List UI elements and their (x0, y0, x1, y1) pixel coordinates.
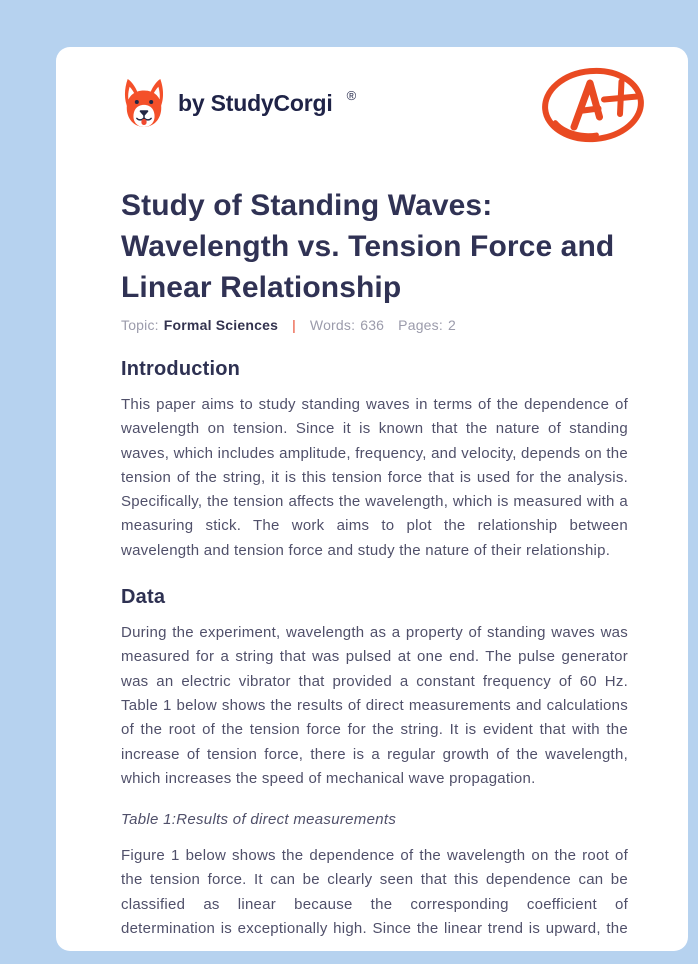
topic-label: Topic: (121, 317, 159, 333)
page-title-line: Wavelength vs. Tension Force and (121, 230, 615, 263)
page-title-line: Linear Relationship (121, 271, 402, 304)
corgi-icon (121, 78, 167, 128)
meta-divider: | (292, 317, 296, 333)
essay-content (56, 47, 688, 941)
meta-row (121, 315, 628, 335)
page-title (121, 185, 628, 308)
brand-name: by StudyCorgi (178, 89, 333, 116)
a-plus-grade-icon (540, 66, 646, 144)
section-heading-introduction: Introduction (121, 358, 241, 380)
data-paragraph: During the experiment, wavelength as a property of standing waves was measured for a string that was pulsed at one end. The pulse generator was an electric vibrator that provided a constant frequency of 60 Hz. Table 1 below shows the results of direct measurements and calculations of the root of the tension force for the string. It is evident that with the increase of tension force, there is a regular growth of the wavelength, which increases the speed of mechanical wave propagation. (121, 624, 628, 787)
figure-paragraph: Figure 1 below shows the dependence of the wavelength on the root of the tension force. It can be clearly seen that this dependence can be classified as linear because the corresponding coefficient of determination is exceptionally high. Since the linear trend is upward, the (121, 847, 628, 938)
essay-card (56, 47, 688, 951)
pages-label: Pages: (398, 317, 443, 333)
introduction-paragraph: This paper aims to study standing waves in terms of the dependence of wavelength on tension. Since it is known that the nature of standing waves, which includes amplitude, frequency, and velocity, depends on the tension of the string, it is this tension force that is used for the analysis. Specifically, the tension affects the wavelength, which is measured with a measuring stick. The work aims to plot the relationship between wavelength and tension force and study the nature of their relationship. (121, 396, 628, 559)
topic-link[interactable]: Formal Sciences (163, 317, 279, 333)
section-heading-data: Data (121, 586, 166, 609)
page-title-line: Study of Standing Waves: (121, 189, 493, 222)
registered-mark: ® (346, 87, 356, 103)
words-value: 636 (360, 317, 385, 333)
pages-value: 2 (447, 317, 456, 333)
table-caption: Table 1:Results of direct measurements (121, 811, 397, 829)
words-label: Words: (309, 317, 356, 333)
